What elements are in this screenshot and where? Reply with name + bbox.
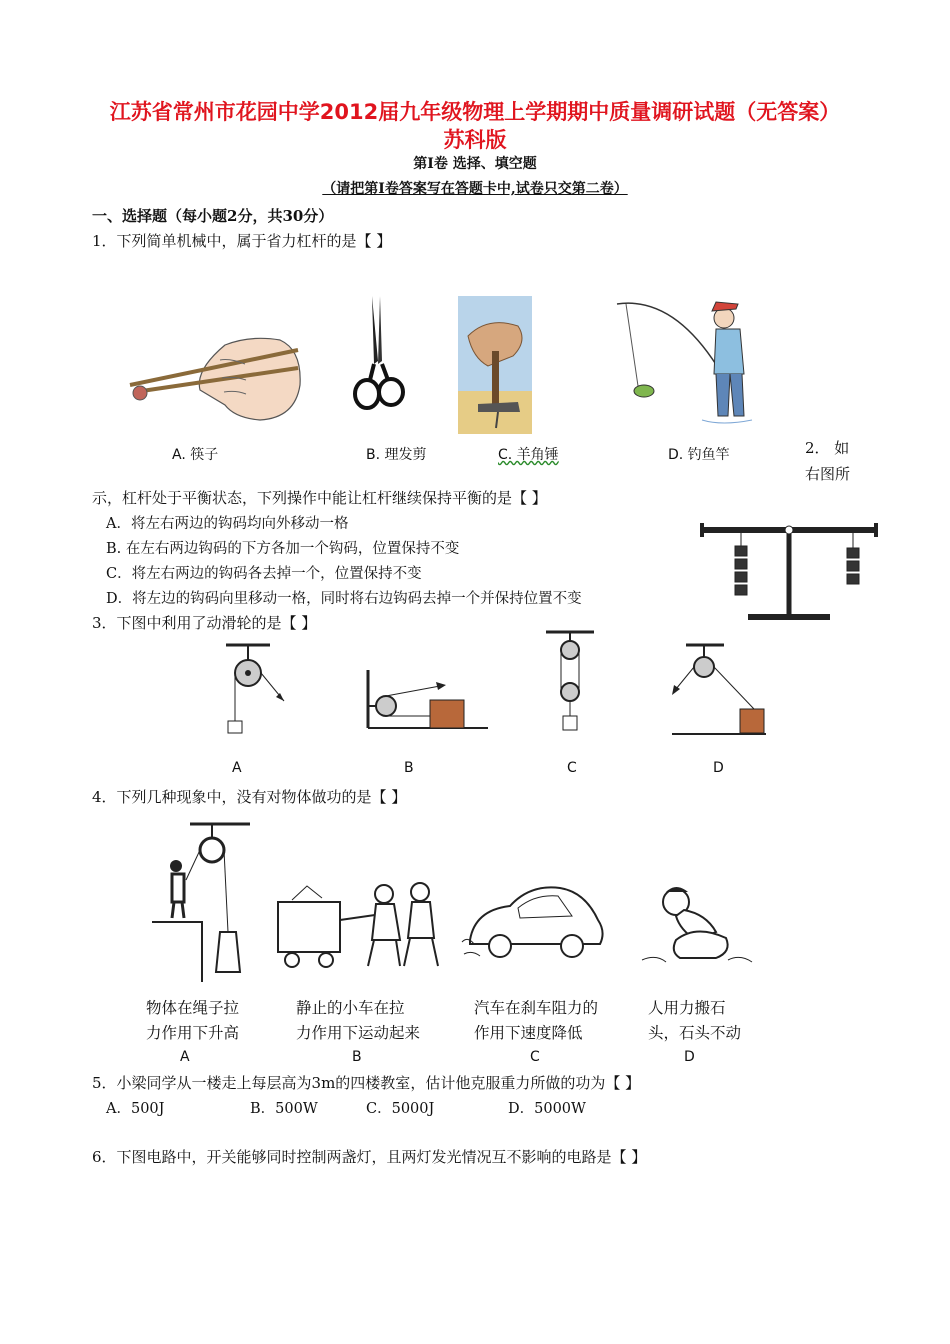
q1-stem: 1．下列简单机械中，属于省力杠杆的是【 】	[92, 232, 392, 250]
q2-stem-part2: 右图所	[805, 465, 851, 483]
q2-option-c: C．将左右两边的钩码各去掉一个，位置保持不变	[106, 566, 422, 582]
q5-stem: 5．小梁同学从一楼走上每层高为3m的四楼教室，估计他克服重力所做的功为【 】	[92, 1074, 641, 1092]
q4-caption-c	[474, 996, 598, 1046]
q1-caption-b: B. 理发剪	[366, 447, 427, 463]
q6-stem: 6．下图电路中，开关能够同时控制两盏灯，且两灯发光情况互不影响的电路是【 】	[92, 1148, 647, 1166]
q2-option-d: D．将左边的钩码向里移动一格，同时将右边钩码去掉一个并保持位置不变	[106, 591, 582, 607]
q3-label-d: D	[713, 760, 724, 776]
q5-option-c: C．5000J	[366, 1101, 435, 1117]
work-figure-d	[636, 880, 756, 970]
q4-caption-b-line1: 静止的小车在拉	[296, 999, 405, 1017]
q3-label-a: A	[232, 760, 242, 776]
scissors-figure	[350, 296, 410, 416]
q3-label-c: C	[567, 760, 577, 776]
fishing-rod-figure	[612, 296, 752, 431]
q2-stem-part1: 2． 如	[805, 439, 850, 457]
section-note	[0, 178, 950, 198]
q4-caption-d-line1: 人用力搬石	[648, 999, 726, 1017]
q4-caption-d-line2: 头，石头不动	[648, 1024, 742, 1042]
q4-caption-a-line2: 力作用下升高	[146, 1024, 240, 1042]
q3-stem: 3．下图中利用了动滑轮的是【 】	[92, 614, 317, 632]
q1-caption-c	[498, 444, 559, 464]
section-heading: 第Ⅰ卷 选择、填空题	[413, 156, 537, 172]
q1-caption-d: D. 钓鱼竿	[668, 447, 730, 463]
q4-letter-d: D	[684, 1049, 695, 1065]
claw-hammer-figure	[458, 296, 532, 434]
work-figure-b	[272, 880, 447, 970]
q4-caption-d	[648, 996, 741, 1046]
q4-caption-a	[146, 996, 239, 1046]
pulley-figure-a	[218, 643, 288, 735]
q4-letter-a: A	[180, 1049, 190, 1065]
q2-option-b: B. 在左右两边钩码的下方各加一个钩码，位置保持不变	[106, 541, 460, 557]
q4-caption-b-line2: 力作用下运动起来	[296, 1024, 421, 1042]
q4-caption-c-line2: 作用下速度降低	[474, 1024, 583, 1042]
pulley-figure-c	[540, 630, 600, 735]
document-title-line1: 江苏省常州市花园中学2012届九年级物理上学期期中质量调研试题（无答案）	[109, 100, 841, 124]
q4-letter-c: C	[530, 1049, 540, 1065]
q4-caption-a-line1: 物体在绳子拉	[146, 999, 240, 1017]
chopsticks-figure	[130, 330, 305, 435]
pulley-figure-d	[668, 643, 768, 735]
part1-heading: 一、选择题（每小题2分，共30分）	[92, 207, 334, 225]
q4-caption-b	[296, 996, 420, 1046]
work-figure-c	[460, 880, 610, 970]
section-note-text: （请把第Ⅰ卷答案写在答题卡中,试卷只交第二卷）	[322, 181, 628, 197]
q4-stem: 4．下列几种现象中，没有对物体做功的是【 】	[92, 788, 407, 806]
q4-letter-b: B	[352, 1049, 362, 1065]
q5-option-b: B．500W	[250, 1101, 318, 1117]
q2-option-a: A．将左右两边的钩码均向外移动一格	[106, 516, 349, 532]
q3-label-b: B	[404, 760, 414, 776]
lever-balance-figure	[698, 510, 880, 628]
q4-caption-c-line1: 汽车在刹车阻力的	[474, 999, 599, 1017]
document-title-line2: 苏科版	[443, 128, 507, 152]
q1-caption-a: A. 筷子	[172, 447, 219, 463]
work-figure-a	[150, 822, 260, 982]
q1-caption-c-text: C. 羊角锤	[498, 447, 559, 463]
q2-stem-part3: 示，杠杆处于平衡状态，下列操作中能让杠杆继续保持平衡的是【 】	[92, 489, 547, 507]
q5-option-a: A．500J	[106, 1101, 165, 1117]
q5-option-d: D．5000W	[508, 1101, 586, 1117]
pulley-figure-b	[362, 660, 492, 730]
